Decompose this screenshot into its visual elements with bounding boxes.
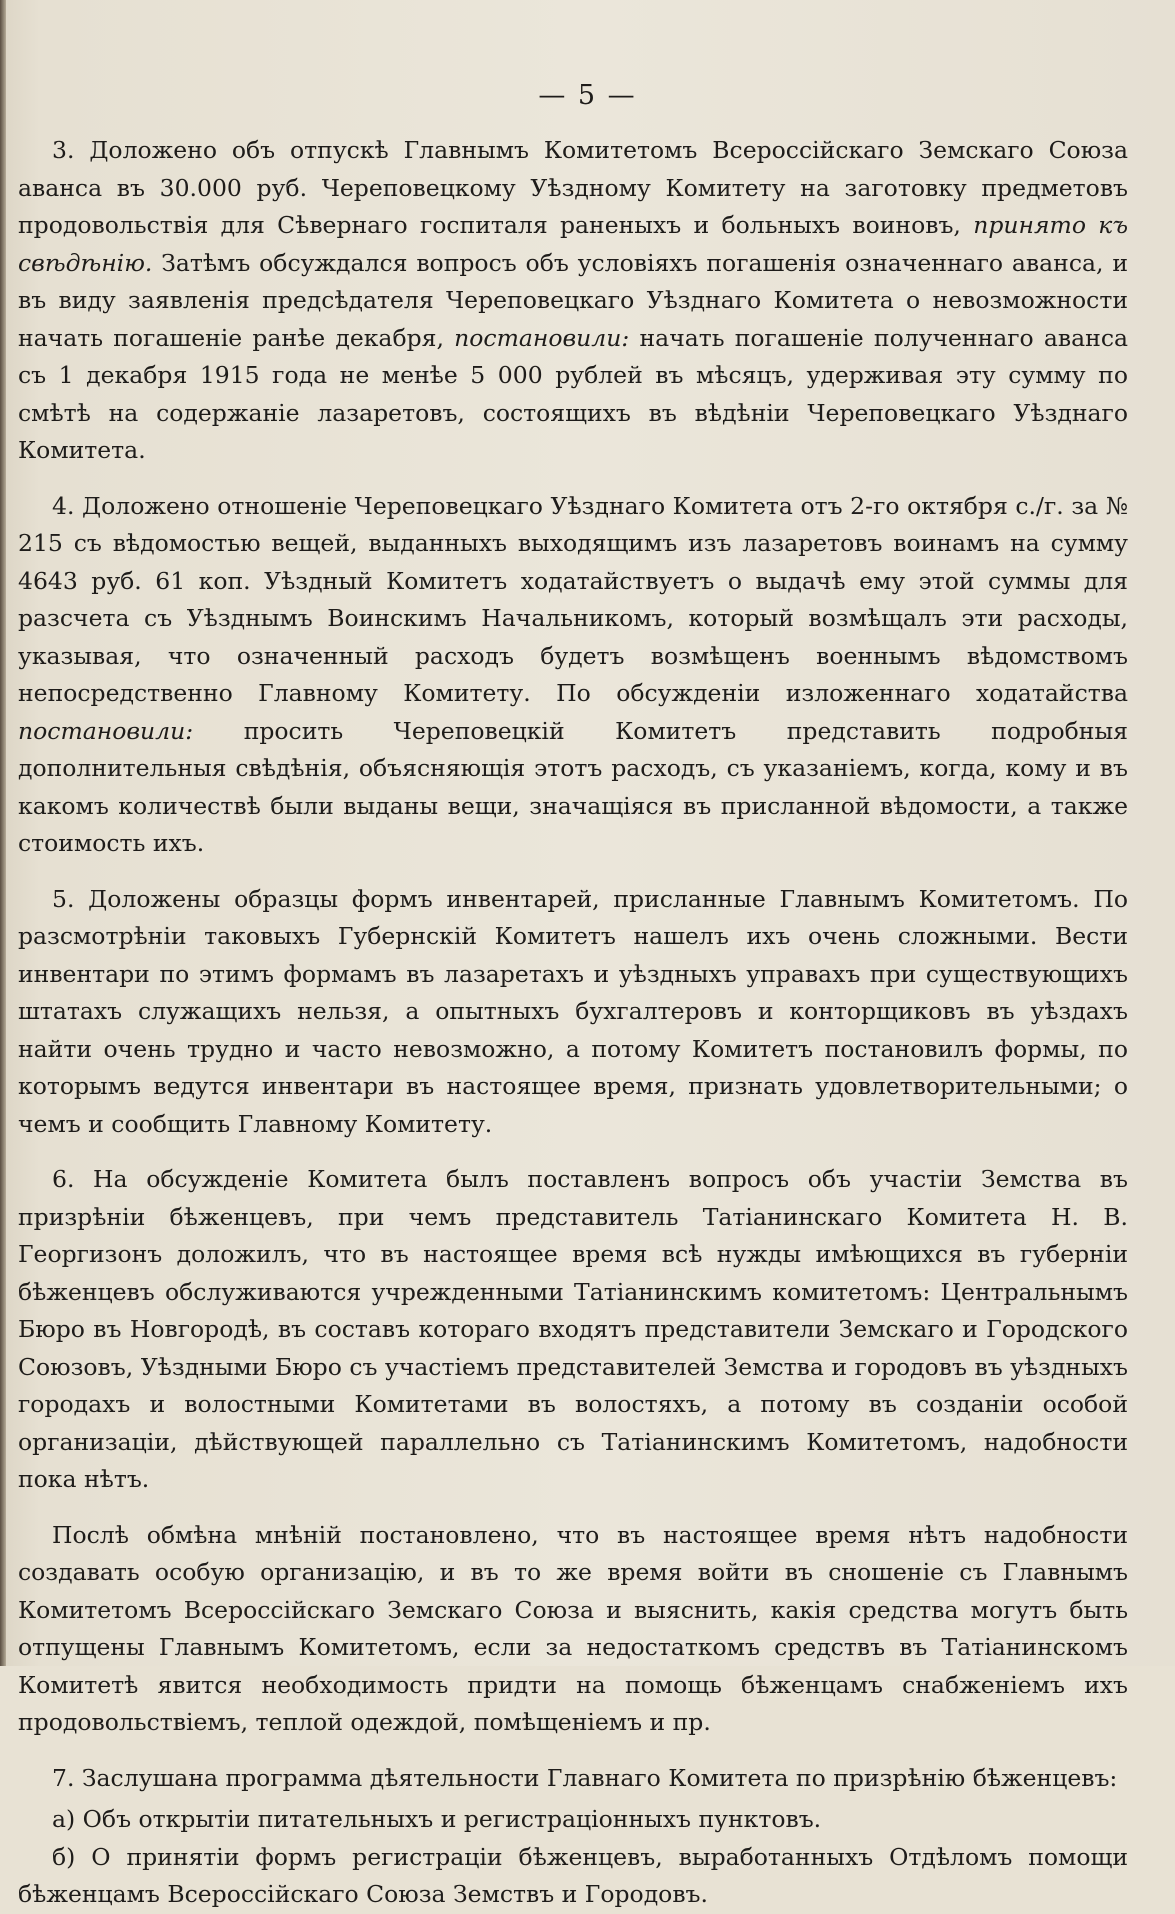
paragraph-4-emphasis: постановили: bbox=[18, 716, 194, 745]
paragraph-3 bbox=[18, 132, 1128, 470]
paragraph-3-text-end: начать погашеніе полученнаго аванса съ 1 декабря 1915 года не менѣе 5 000 рублей въ мѣсяцъ, удерживая эту сумму по смѣтѣ на содержаніе лазаретовъ, состоящихъ въ вѣдѣніи Череповецкаго Уѣзднаго Комитета. bbox=[18, 323, 1128, 464]
paragraph-3-emphasis-2: постановили: bbox=[454, 323, 630, 352]
paragraph-4-text-start: 4. Доложено отношеніе Череповецкаго Уѣзднаго Комитета отъ 2-го октября с./г. за № 215 съ вѣдомостью вещей, выданныхъ выходящимъ изъ лазаретовъ воинамъ на сумму 4643 руб. 61 коп. Уѣздный Комитетъ ходатайствуетъ о выдачѣ ему этой суммы для разсчета съ Уѣзднымъ Воинскимъ Начальникомъ, который возмѣщалъ эти расходы, указывая, что означенный расходъ будетъ возмѣщенъ военнымъ вѣдомствомъ непосредственно Главному Комитету. По обсужденіи изложеннаго ходатайства bbox=[18, 491, 1128, 707]
page-binding-edge bbox=[0, 0, 6, 1666]
paragraph-3-emphasis-1: принято къ свѣдѣнію. bbox=[18, 211, 1129, 277]
paragraph-4 bbox=[18, 488, 1128, 863]
paragraph-3-text-middle: Затѣмъ обсуждался вопросъ объ условіяхъ погашенія означеннаго аванса, и въ виду заявленія предсѣдателя Череповецкаго Уѣзднаго Комитета о невозможности начать погашеніе ранѣе декабря, bbox=[18, 248, 1128, 352]
paragraph-6-continued: Послѣ обмѣна мнѣній постановлено, что въ настоящее время нѣтъ надобности создавать особую организацію, и въ то же время войти въ сношеніе съ Главнымъ Комитетомъ Всероссійскаго Земскаго Союза и выяснить, какія средства могутъ быть отпущены Главнымъ Комитетомъ, если за недостаткомъ средствъ въ Татіанинскомъ Комитетѣ явится необходимость придти на помощь бѣженцамъ снабженіемъ ихъ продовольствіемъ, теплой одеждой, помѣщеніемъ и пр. bbox=[18, 1520, 1128, 1736]
paragraph-5: 5. Доложены образцы формъ инвентарей, присланные Главнымъ Комитетомъ. По разсмотрѣніи таковыхъ Губернскій Комитетъ нашелъ ихъ очень сложными. Вести инвентари по этимъ формамъ въ лазаретахъ и уѣздныхъ управахъ при существующихъ штатахъ служащихъ нельзя, а опытныхъ бухгалтеровъ и конторщиковъ въ уѣздахъ найти очень трудно и часто невозможно, а потому Комитетъ постановилъ формы, по которымъ ведутся инвентари въ настоящее время, признать удовлетворительными; о чемъ и сообщить Главному Комитету. bbox=[18, 884, 1128, 1138]
document-body bbox=[18, 132, 1128, 1914]
page-number: — 5 — bbox=[538, 80, 637, 111]
paragraph-4-text-end: просить Череповецкій Комитетъ представить подробныя дополнительныя свѣдѣнія, объясняющія этотъ расходъ, съ указаніемъ, когда, кому и въ какомъ количествѣ были выданы вещи, значащіяся въ присланной вѣдомости, а также стоимость ихъ. bbox=[18, 716, 1128, 857]
paragraph-6: 6. На обсужденіе Комитета былъ поставленъ вопросъ объ участіи Земства въ призрѣніи бѣженцевъ, при чемъ представитель Татіанинскаго Комитета Н. В. Георгизонъ доложилъ, что въ настоящее время всѣ нужды имѣющихся въ губерніи бѣженцевъ обслуживаются учрежденными Татіанинскимъ комитетомъ: Центральнымъ Бюро въ Новгородѣ, въ составъ котораго входятъ представители Земскаго и Городского Союзовъ, Уѣздными Бюро съ участіемъ представителей Земства и городовъ въ уѣздныхъ городахъ и волостными Комитетами въ волостяхъ, а потому въ созданіи особой организаціи, дѣйствующей параллельно съ Татіанинскимъ Комитетомъ, надобности пока нѣтъ. bbox=[18, 1165, 1128, 1493]
paragraph-3-text-start: 3. Доложено объ отпускѣ Главнымъ Комитетомъ Всероссійскаго Земскаго Союза аванса въ 30.000 руб. Череповецкому Уѣздному Комитету на заготовку предметовъ продовольствія для Сѣвернаго госпиталя раненыхъ и больныхъ воиновъ, bbox=[18, 136, 1128, 239]
list-item-b: б) О принятіи формъ регистраціи бѣженцевъ, выработанныхъ Отдѣломъ помощи бѣженцамъ Всероссійскаго Союза Земствъ и Городовъ. bbox=[18, 1842, 1128, 1908]
list-item-a: а) Объ открытіи питательныхъ и регистраціонныхъ пунктовъ. bbox=[52, 1805, 822, 1833]
paragraph-7: 7. Заслушана программа дѣятельности Главнаго Комитета по призрѣнію бѣженцевъ: bbox=[52, 1763, 1118, 1792]
